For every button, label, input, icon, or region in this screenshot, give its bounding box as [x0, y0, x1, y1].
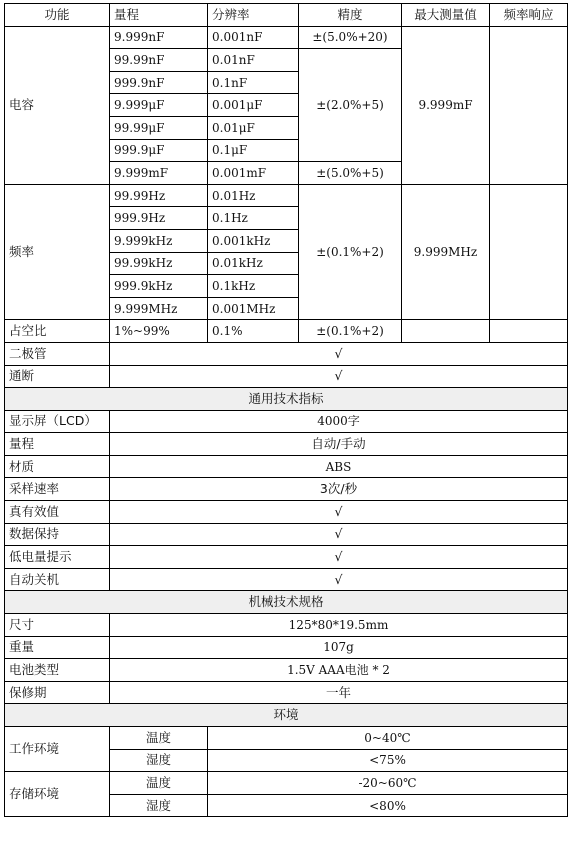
general-label: 量程 — [5, 433, 110, 456]
capacitance-accuracy-2: ±(2.0%+5) — [299, 49, 402, 162]
section-header-row — [5, 704, 568, 727]
environment-section-title: 环境 — [5, 704, 568, 727]
table-row — [5, 523, 568, 546]
general-label: 自动关机 — [5, 568, 110, 591]
work-temp-label: 温度 — [110, 727, 208, 750]
check-icon: √ — [110, 501, 568, 524]
table-cell: 0.1Hz — [208, 207, 299, 230]
table-row — [5, 568, 568, 591]
table-cell: 0.01kHz — [208, 252, 299, 275]
work-temp-value: 0~40℃ — [208, 727, 568, 750]
general-section-title: 通用技术指标 — [5, 388, 568, 411]
duty-cycle-freq-response — [490, 320, 568, 343]
frequency-freq-response — [490, 184, 568, 320]
mechanical-value: 1.5V AAA电池 * 2 — [110, 659, 568, 682]
check-icon: √ — [110, 523, 568, 546]
table-row — [5, 546, 568, 569]
frequency-accuracy: ±(0.1%+2) — [299, 184, 402, 320]
general-label: 显示屏（LCD） — [5, 410, 110, 433]
table-cell: 999.9μF — [110, 139, 208, 162]
table-cell: 0.1μF — [208, 139, 299, 162]
mechanical-section-title: 机械技术规格 — [5, 591, 568, 614]
table-cell: 0.01μF — [208, 116, 299, 139]
table-cell: 99.99kHz — [110, 252, 208, 275]
table-cell: 99.99nF — [110, 49, 208, 72]
mechanical-value: 107g — [110, 636, 568, 659]
table-row — [5, 772, 568, 795]
duty-cycle-max — [402, 320, 490, 343]
work-humidity-value: <75% — [208, 749, 568, 772]
work-env-label: 工作环境 — [5, 727, 110, 772]
check-icon: √ — [110, 365, 568, 388]
storage-temp-value: -20~60℃ — [208, 772, 568, 795]
duty-cycle-resolution: 0.1% — [208, 320, 299, 343]
storage-humidity-label: 湿度 — [110, 794, 208, 817]
table-cell: 999.9kHz — [110, 275, 208, 298]
duty-cycle-accuracy: ±(0.1%+2) — [299, 320, 402, 343]
check-icon: √ — [110, 568, 568, 591]
capacitance-accuracy-1: ±(5.0%+20) — [299, 26, 402, 49]
table-cell: 0.001nF — [208, 26, 299, 49]
table-cell: 0.01nF — [208, 49, 299, 72]
capacitance-freq-response — [490, 26, 568, 184]
general-label: 低电量提示 — [5, 546, 110, 569]
frequency-max: 9.999MHz — [402, 184, 490, 320]
work-humidity-label: 湿度 — [110, 749, 208, 772]
table-row — [5, 320, 568, 343]
header-range: 量程 — [110, 4, 208, 27]
general-value: ABS — [110, 455, 568, 478]
table-cell: 99.99μF — [110, 116, 208, 139]
general-label: 真有效值 — [5, 501, 110, 524]
check-icon: √ — [110, 342, 568, 365]
header-resolution: 分辨率 — [208, 4, 299, 27]
general-value: 4000字 — [110, 410, 568, 433]
table-cell: 0.1nF — [208, 71, 299, 94]
table-row — [5, 727, 568, 750]
duty-cycle-label: 占空比 — [5, 320, 110, 343]
table-row — [5, 365, 568, 388]
table-cell: 0.001kHz — [208, 229, 299, 252]
storage-temp-label: 温度 — [110, 772, 208, 795]
storage-humidity-value: <80% — [208, 794, 568, 817]
mechanical-value: 一年 — [110, 681, 568, 704]
table-row — [5, 410, 568, 433]
table-cell: 9.999mF — [110, 162, 208, 185]
header-accuracy: 精度 — [299, 4, 402, 27]
table-row — [5, 659, 568, 682]
general-value: 自动/手动 — [110, 433, 568, 456]
spec-table — [4, 3, 568, 817]
table-row — [5, 681, 568, 704]
frequency-label: 频率 — [5, 184, 110, 320]
general-label: 采样速率 — [5, 478, 110, 501]
duty-cycle-range: 1%~99% — [110, 320, 208, 343]
mechanical-label: 重量 — [5, 636, 110, 659]
table-row — [5, 614, 568, 637]
table-cell: 0.001μF — [208, 94, 299, 117]
table-row — [5, 342, 568, 365]
mechanical-label: 尺寸 — [5, 614, 110, 637]
capacitance-accuracy-3: ±(5.0%+5) — [299, 162, 402, 185]
table-cell: 99.99Hz — [110, 184, 208, 207]
general-value: 3次/秒 — [110, 478, 568, 501]
section-header-row — [5, 388, 568, 411]
table-cell: 9.999kHz — [110, 229, 208, 252]
general-label: 数据保持 — [5, 523, 110, 546]
general-label: 材质 — [5, 455, 110, 478]
header-freq-response: 频率响应 — [490, 4, 568, 27]
table-row — [5, 501, 568, 524]
table-cell: 9.999μF — [110, 94, 208, 117]
diode-label: 二极管 — [5, 342, 110, 365]
table-row — [5, 184, 568, 207]
table-row — [5, 455, 568, 478]
table-cell: 0.1kHz — [208, 275, 299, 298]
mechanical-label: 保修期 — [5, 681, 110, 704]
table-cell: 0.01Hz — [208, 184, 299, 207]
header-max: 最大测量值 — [402, 4, 490, 27]
table-cell: 999.9nF — [110, 71, 208, 94]
mechanical-value: 125*80*19.5mm — [110, 614, 568, 637]
storage-env-label: 存储环境 — [5, 772, 110, 817]
table-row — [5, 478, 568, 501]
mechanical-label: 电池类型 — [5, 659, 110, 682]
section-header-row — [5, 591, 568, 614]
table-cell: 0.001mF — [208, 162, 299, 185]
header-row — [5, 4, 568, 27]
table-cell: 0.001MHz — [208, 297, 299, 320]
header-function: 功能 — [5, 4, 110, 27]
table-row — [5, 26, 568, 49]
capacitance-max: 9.999mF — [402, 26, 490, 184]
capacitance-label: 电容 — [5, 26, 110, 184]
table-cell: 9.999nF — [110, 26, 208, 49]
table-row — [5, 433, 568, 456]
continuity-label: 通断 — [5, 365, 110, 388]
table-cell: 999.9Hz — [110, 207, 208, 230]
check-icon: √ — [110, 546, 568, 569]
table-row — [5, 636, 568, 659]
table-cell: 9.999MHz — [110, 297, 208, 320]
